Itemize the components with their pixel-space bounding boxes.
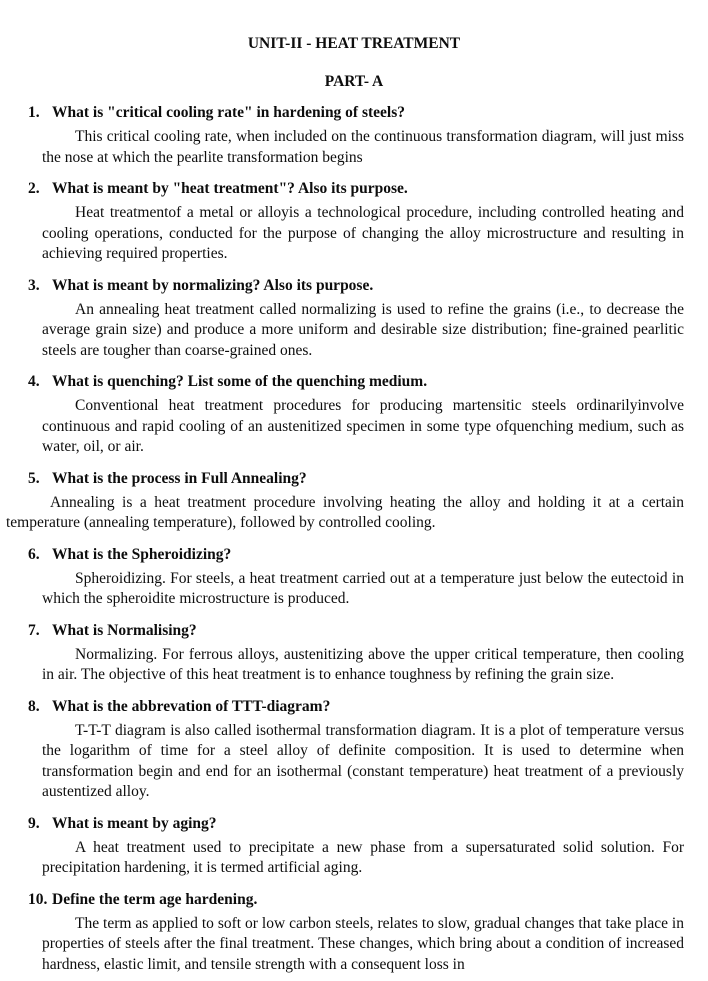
question-text: What is quenching? List some of the quenching medium. — [52, 373, 428, 390]
question-number: 3. — [28, 276, 40, 294]
question-number: 6. — [28, 545, 40, 563]
question-line — [28, 620, 684, 641]
question-text: What is meant by aging? — [52, 814, 217, 832]
question-number: 4. — [28, 373, 40, 390]
question-line — [28, 102, 684, 123]
answer-paragraph: An annealing heat treatment called normalizing is used to refine the grains (i.e., to decrease the average grain size) and produce a more uniform and desirable size distribution; fine-grained pearlitic steels are tougher than coarse-grained ones. — [42, 300, 684, 359]
question-text: What is the Spheroidizing? — [52, 545, 232, 563]
question-number: 8. — [28, 697, 40, 715]
answer-paragraph: Normalizing. For ferrous alloys, austenitizing above the upper critical temperature, then cooling in air. The objective of this heat treatment is to enhance toughness by refining the grain size. — [42, 645, 684, 683]
qa-item-10 — [0, 889, 708, 976]
qa-item-9 — [0, 813, 708, 879]
answer-paragraph: Annealing is a heat treatment procedure involving heating the alloy and holding it at a certain temperature (annealing temperature), followed by controlled cooling. — [6, 493, 684, 531]
question-line — [28, 813, 684, 834]
document-title: UNIT-II - HEAT TREATMENT — [247, 35, 461, 52]
question-text: Define the term age hardening. — [52, 890, 258, 908]
question-line — [28, 371, 684, 392]
question-line — [28, 178, 684, 199]
question-text: What is meant by "heat treatment"? Also its purpose. — [52, 180, 408, 197]
question-line — [28, 275, 684, 296]
qa-item-2 — [0, 178, 708, 265]
question-text: What is the process in Full Annealing? — [52, 469, 307, 487]
question-number: 9. — [28, 814, 40, 832]
question-number: 1. — [28, 104, 40, 121]
question-text: What is Normalising? — [52, 621, 197, 639]
qa-item-8 — [0, 696, 708, 803]
qa-item-6 — [0, 544, 708, 610]
question-number: 10. — [28, 890, 48, 908]
question-text: What is "critical cooling rate" in hardening of steels? — [52, 104, 406, 121]
question-line — [28, 544, 684, 565]
qa-item-5 — [0, 468, 708, 534]
question-line — [28, 889, 684, 910]
question-number: 7. — [28, 621, 40, 639]
answer-paragraph: The term as applied to soft or low carbon steels, relates to slow, gradual changes that take place in properties of steels after the final treatment. These changes, which bring about a condition of increased hardness, elastic limit, and tensile strength with a consequent loss in — [42, 914, 684, 973]
question-line — [28, 468, 684, 489]
qa-item-3 — [0, 275, 708, 362]
part-heading: PART- A — [324, 73, 384, 90]
answer-paragraph: Spheroidizing. For steels, a heat treatment carried out at a temperature just below the eutectoid in which the spheroidite microstructure is produced. — [42, 569, 684, 607]
qa-item-7 — [0, 620, 708, 686]
qa-item-4 — [0, 371, 708, 458]
question-line — [28, 696, 684, 717]
question-text: What is meant by normalizing? Also its purpose. — [52, 276, 374, 294]
question-number: 5. — [28, 469, 40, 487]
answer-paragraph: T-T-T diagram is also called isothermal transformation diagram. It is a plot of temperature versus the logarithm of time for a steel alloy of definite composition. It is used to determine when transformation begin and end for an isothermal (constant temperature) heat treatment of a previously austentized alloy. — [42, 721, 684, 800]
answer-paragraph: A heat treatment used to precipitate a new phase from a supersaturated solid solution. For precipitation hardening, it is termed artificial aging. — [42, 838, 684, 876]
answer-paragraph: Heat treatmentof a metal or alloyis a technological procedure, including controlled heating and cooling operations, conducted for the purpose of changing the alloy microstructure and resulting in achieving required properties. — [42, 204, 684, 262]
question-text: What is the abbrevation of TTT-diagram? — [52, 697, 331, 715]
answer-paragraph: Conventional heat treatment procedures for producing martensitic steels ordinarilyinvolve continuous and rapid cooling of an austenitized specimen in some type ofquenching medium, such as water, oil, or air. — [42, 397, 684, 455]
answer-paragraph: This critical cooling rate, when included on the continuous transformation diagram, will just miss the nose at which the pearlite transformation begins — [42, 128, 684, 166]
question-number: 2. — [28, 180, 40, 197]
qa-item-1 — [0, 102, 708, 168]
